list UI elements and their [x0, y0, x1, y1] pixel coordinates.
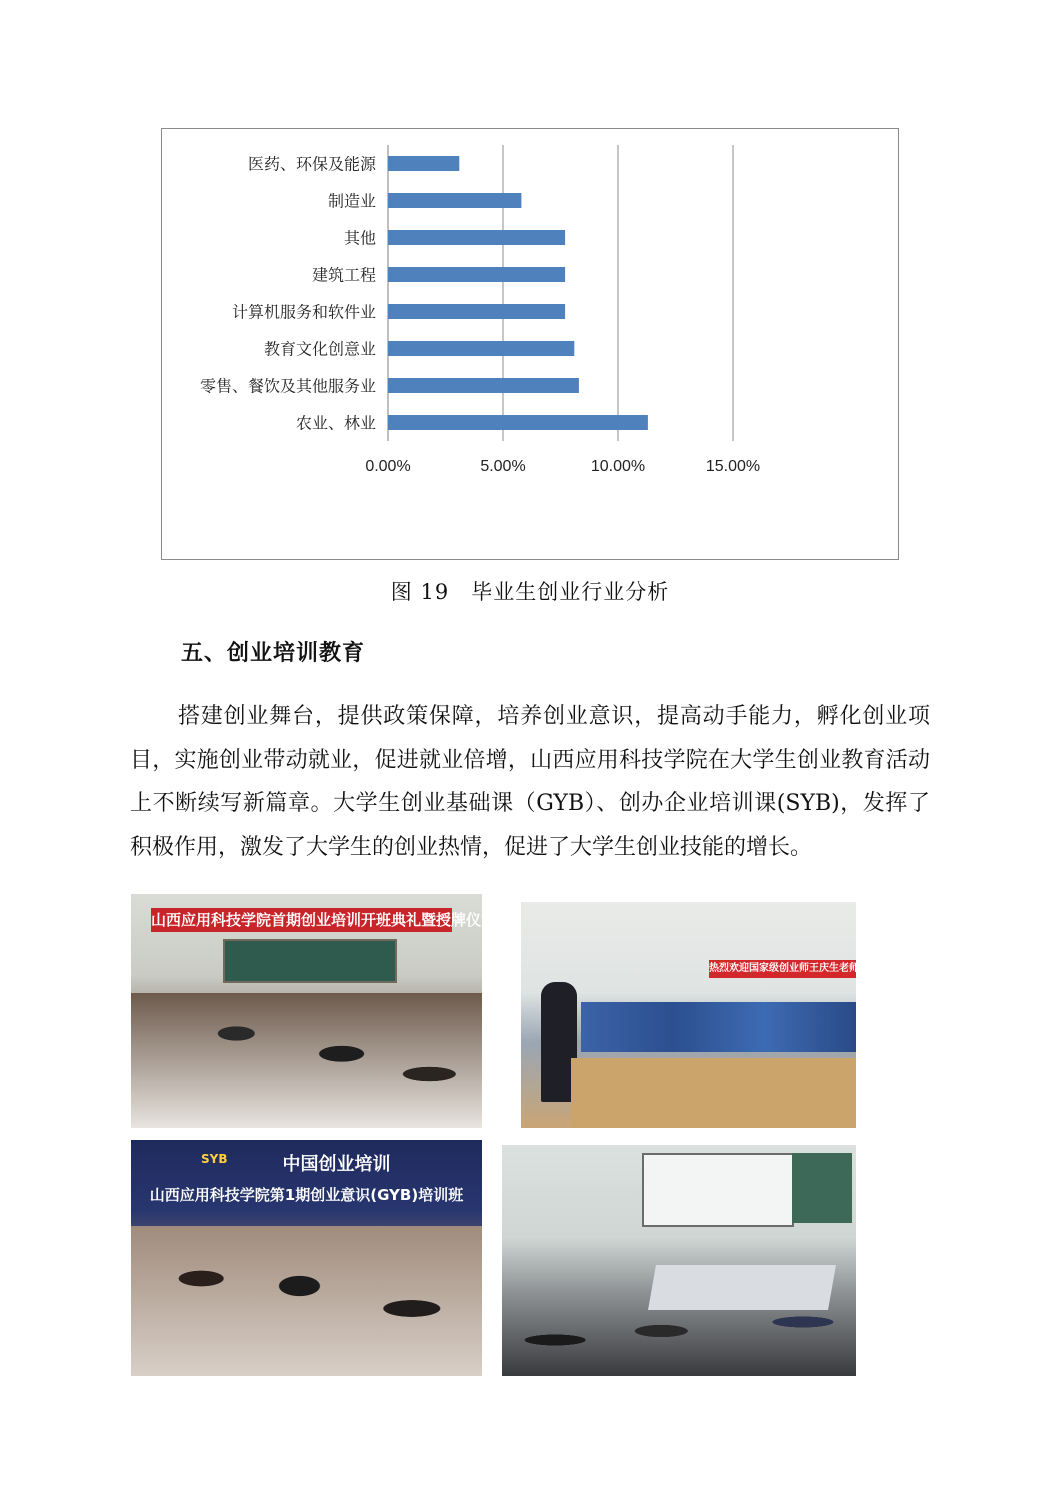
photo-training-opening-ceremony: [131, 894, 497, 1128]
photo-group-discussion: [502, 1145, 856, 1376]
bar: [388, 304, 565, 319]
bar: [388, 415, 648, 430]
projection-screen: [642, 1153, 794, 1227]
audience: [131, 1226, 482, 1376]
photo-gyb-training-class: [131, 1140, 482, 1376]
category-label: 制造业: [327, 191, 376, 211]
photo-banner: 热烈欢迎国家级创业师王庆生老师来我院讲学: [709, 960, 856, 978]
category-label: 零售、餐饮及其他服务业: [199, 376, 376, 396]
figure-caption-text: 毕业生创业行业分析: [471, 580, 670, 604]
x-tick-label: 5.00%: [480, 458, 526, 475]
figure-number: 图 19: [390, 580, 450, 604]
x-tick-label: 0.00%: [365, 458, 411, 475]
category-label: 其他: [343, 228, 376, 248]
section-heading: 五、创业培训教育: [181, 640, 366, 666]
audience: [131, 993, 482, 1128]
bar: [388, 378, 579, 393]
bar: [388, 267, 565, 282]
category-label: 医药、环保及能源: [247, 154, 376, 174]
chart-canvas: [162, 129, 900, 561]
bar: [388, 230, 565, 245]
desks: [571, 1058, 856, 1128]
photo-banner-subtitle: 山西应用科技学院第1期创业意识(GYB)培训班: [149, 1186, 464, 1204]
x-tick-label: 10.00%: [590, 458, 646, 475]
category-label: 农业、林业: [295, 413, 376, 433]
category-label: 计算机服务和软件业: [231, 302, 376, 322]
bar: [388, 156, 459, 171]
photo-guest-lecture: [521, 902, 909, 1128]
bar: [388, 341, 574, 356]
blackboard: [223, 939, 397, 983]
students: [581, 1002, 856, 1052]
category-label: 建筑工程: [311, 265, 376, 285]
industry-bar-chart: [161, 128, 899, 560]
category-label: 教育文化创意业: [263, 339, 376, 359]
figure-caption: [0, 576, 1060, 606]
body-paragraph: 搭建创业舞台，提供政策保障，培养创业意识，提高动手能力，孵化创业项目，实施创业带动就业，促进就业倍增，山西应用科技学院在大学生创业教育活动上不断续写新篇章。大学生创业基础课（GYB）、创办企业培训课(SYB)，发挥了积极作用，激发了大学生的创业热情，促进了大学生创业技能的增长。: [130, 704, 930, 860]
photo-banner: 山西应用科技学院首期创业培训开班典礼暨授牌仪式: [151, 908, 452, 932]
x-tick-label: 15.00%: [705, 458, 761, 475]
bar: [388, 193, 521, 208]
students: [502, 1286, 856, 1376]
syb-logo: SYB: [201, 1152, 228, 1166]
blackboard: [792, 1153, 852, 1223]
photo-banner-title: 中国创业培训: [282, 1154, 391, 1175]
